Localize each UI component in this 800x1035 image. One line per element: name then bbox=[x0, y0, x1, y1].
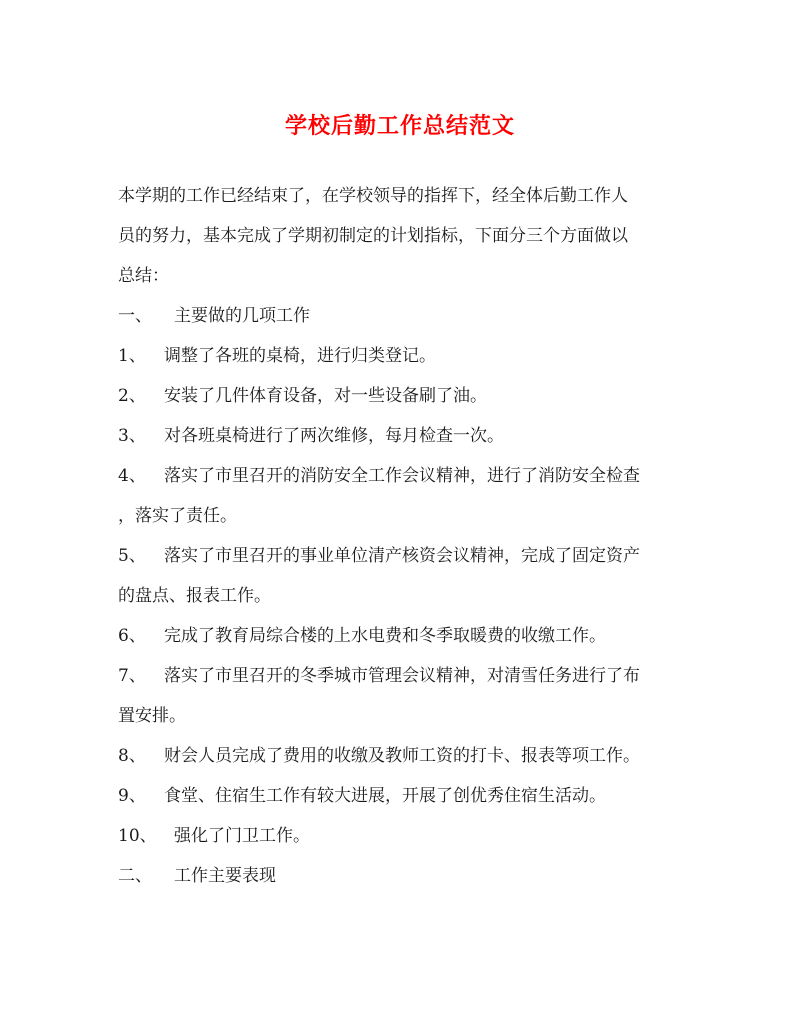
item-text: 落实了市里召开的消防安全工作会议精神，进行了消防安全检查 bbox=[164, 466, 640, 486]
list-item-6 bbox=[118, 616, 692, 656]
section-number: 二、 bbox=[118, 866, 152, 886]
item-text: 财会人员完成了费用的收缴及教师工资的打卡、报表等项工作。 bbox=[164, 746, 640, 766]
item-continuation-5: 的盘点、报表工作。 bbox=[118, 586, 271, 606]
item-text: 落实了市里召开的事业单位清产核资会议精神，完成了固定资产 bbox=[164, 546, 640, 566]
list-item-7 bbox=[118, 656, 692, 696]
list-item-4 bbox=[118, 456, 692, 496]
section-heading-text: 主要做的几项工作 bbox=[174, 306, 310, 326]
item-continuation-7: 置安排。 bbox=[118, 706, 186, 726]
item-number: 9、 bbox=[118, 786, 146, 806]
item-number: 7、 bbox=[118, 666, 146, 686]
section-heading-text: 工作主要表现 bbox=[174, 866, 276, 886]
item-number: 8、 bbox=[118, 746, 146, 766]
item-number: 3、 bbox=[118, 426, 146, 446]
section-heading-2 bbox=[118, 856, 692, 896]
list-item-1 bbox=[118, 336, 692, 376]
item-number: 5、 bbox=[118, 546, 146, 566]
document-title: 学校后勤工作总结范文 bbox=[284, 113, 515, 139]
item-number: 4、 bbox=[118, 466, 146, 486]
item-text: 落实了市里召开的冬季城市管理会议精神，对清雪任务进行了布 bbox=[164, 666, 640, 686]
item-number: 2、 bbox=[118, 386, 146, 406]
list-item-10 bbox=[118, 816, 692, 856]
item-number: 10、 bbox=[118, 826, 157, 846]
item-text: 强化了门卫工作。 bbox=[174, 826, 310, 846]
list-item-3 bbox=[118, 416, 692, 456]
section-heading-1 bbox=[118, 296, 692, 336]
item-text: 食堂、住宿生工作有较大进展，开展了创优秀住宿生活动。 bbox=[164, 786, 606, 806]
item-number: 6、 bbox=[118, 626, 146, 646]
item-text: 安装了几件体育设备，对一些设备刷了油。 bbox=[164, 386, 487, 406]
list-item-5 bbox=[118, 536, 692, 576]
section-number: 一、 bbox=[118, 306, 152, 326]
document-body bbox=[118, 176, 692, 896]
item-text: 完成了教育局综合楼的上水电费和冬季取暖费的收缴工作。 bbox=[164, 626, 606, 646]
item-text: 调整了各班的桌椅，进行归类登记。 bbox=[164, 346, 436, 366]
list-item-2 bbox=[118, 376, 692, 416]
item-text: 对各班桌椅进行了两次维修，每月检查一次。 bbox=[164, 426, 504, 446]
item-continuation-4: ，落实了责任。 bbox=[118, 506, 237, 526]
list-item-9 bbox=[118, 776, 692, 816]
list-item-8 bbox=[118, 736, 692, 776]
intro-line-2: 员的努力，基本完成了学期初制定的计划指标，下面分三个方面做以 bbox=[118, 226, 628, 246]
item-number: 1、 bbox=[118, 346, 146, 366]
intro-line-1: 本学期的工作已经结束了，在学校领导的指挥下，经全体后勤工作人 bbox=[118, 186, 628, 206]
intro-line-3: 总结： bbox=[118, 266, 169, 286]
